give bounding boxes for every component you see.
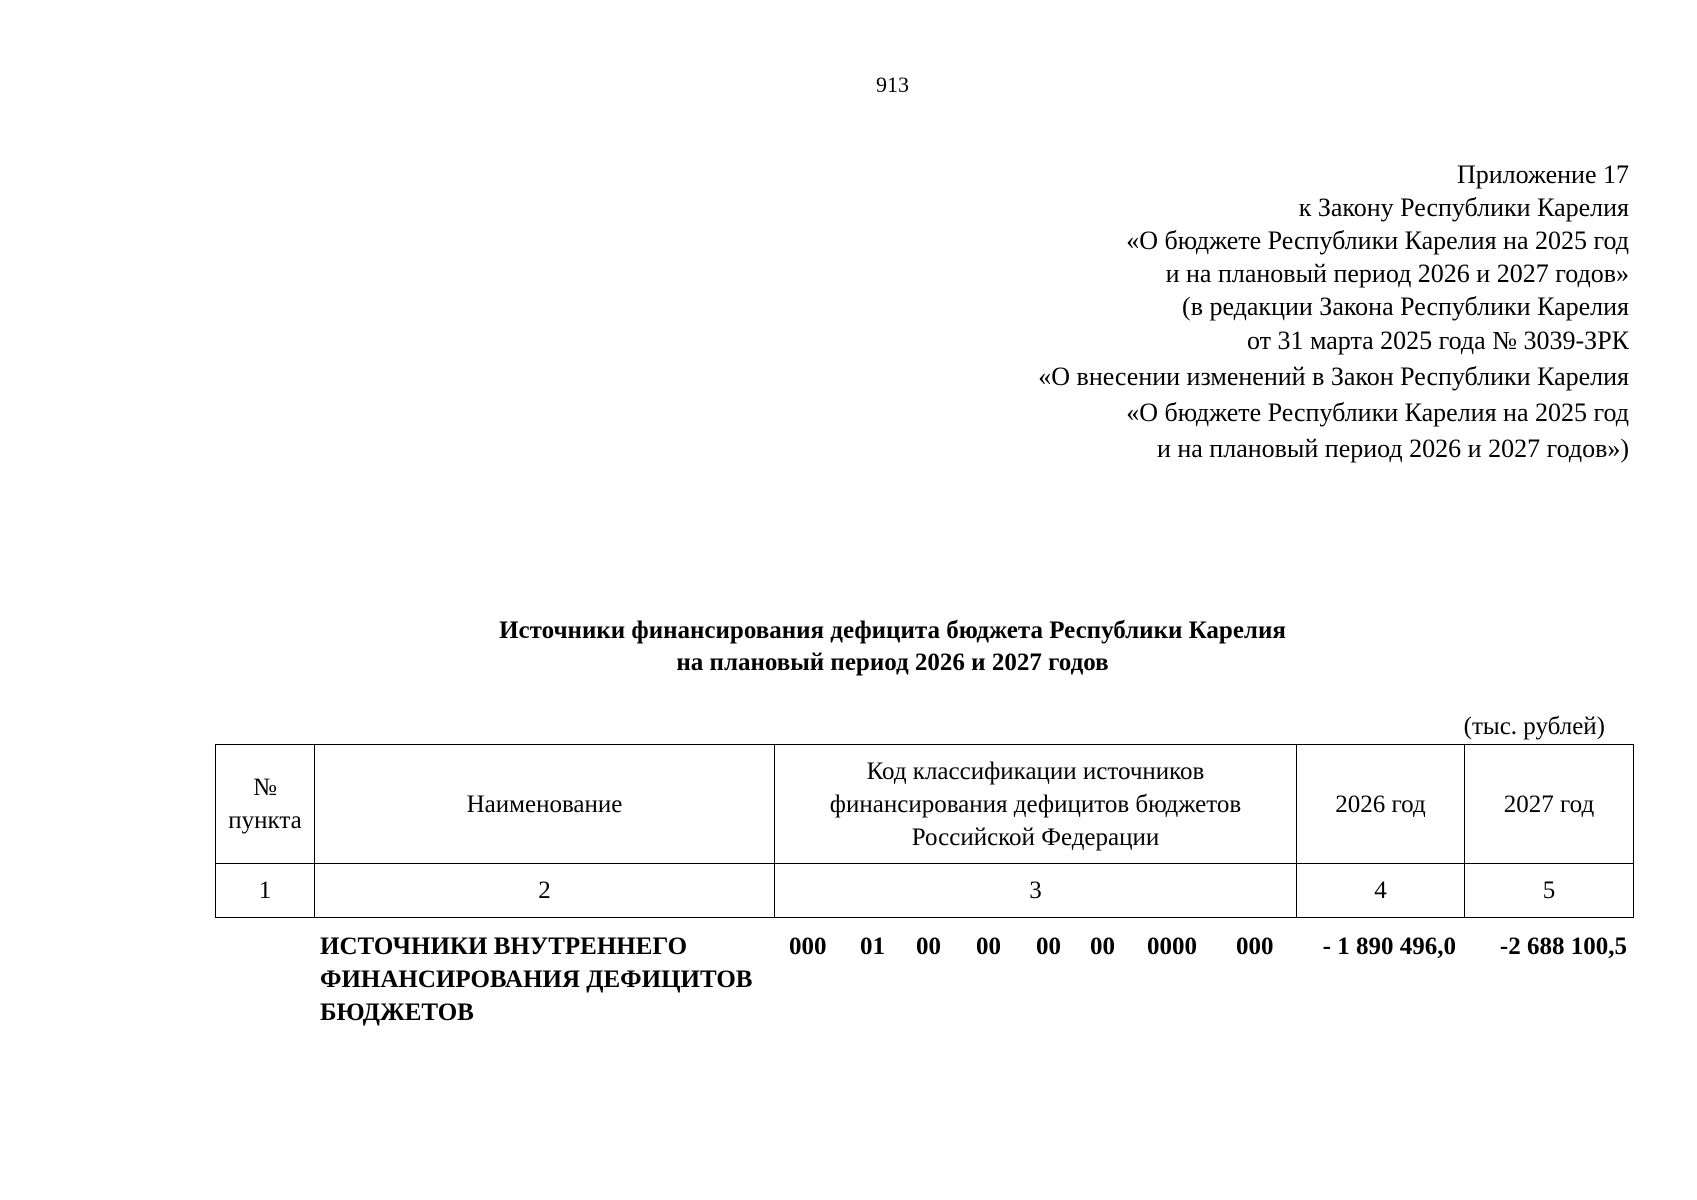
header-name: Наименование [315,745,775,864]
row-code-part: 01 [860,933,885,960]
row-code-part: 00 [1036,933,1061,960]
header-code: Код классификации источников финансирования дефицитов бюджетов Российской Федерации [775,745,1297,864]
column-number: 5 [1465,864,1634,918]
column-number: 2 [315,864,775,918]
column-numbers-row [216,864,1634,918]
header-year-2027: 2027 год [1465,745,1634,864]
row-value-2027: -2 688 100,5 [1499,933,1627,960]
column-number: 4 [1297,864,1465,918]
header-year-2026: 2026 год [1297,745,1465,864]
unit-label: (тыс. рублей) [1463,713,1605,740]
column-number: 3 [775,864,1297,918]
appendix-line: и на плановый период 2026 и 2027 годов») [1156,434,1629,463]
table-header-row [216,745,1634,864]
row-code-part: 000 [789,933,827,960]
header-number: № пункта [216,745,315,864]
appendix-line: «О бюджете Республики Карелия на 2025 год [1126,226,1629,255]
document-title [0,615,1697,679]
page-number: 913 [876,72,909,97]
appendix-line: (в редакции Закона Республики Карелия [1182,292,1629,321]
row-value-2026: - 1 890 496,0 [1322,933,1456,960]
appendix-line: и на плановый период 2026 и 2027 годов» [1165,259,1629,288]
column-number: 1 [216,864,315,918]
appendix-line: от 31 марта 2025 года № 3039-ЗРК [1246,326,1629,355]
appendix-line: к Закону Республики Карелия [1298,193,1629,222]
row-code-part: 00 [1090,933,1115,960]
document-title-line-1: Источники финансирования дефицита бюджета Республики Карелия [499,617,1286,644]
row-name: ИСТОЧНИКИ ВНУТРЕННЕГО ФИНАНСИРОВАНИЯ ДЕФИЦИТОВ БЮДЖЕТОВ [320,933,753,1026]
row-code-part: 0000 [1147,933,1197,960]
appendix-line: «О бюджете Республики Карелия на 2025 год [1126,398,1629,427]
sources-table [215,744,1634,918]
appendix-line: «О внесении изменений в Закон Республики Карелия [1038,362,1629,391]
appendix-reference [1038,158,1629,467]
row-code-part: 000 [1236,933,1274,960]
document-title-line-2: на плановый период 2026 и 2027 годов [676,649,1109,676]
row-code-part: 00 [976,933,1001,960]
appendix-line: Приложение 17 [1456,160,1629,189]
row-code-part: 00 [916,933,941,960]
